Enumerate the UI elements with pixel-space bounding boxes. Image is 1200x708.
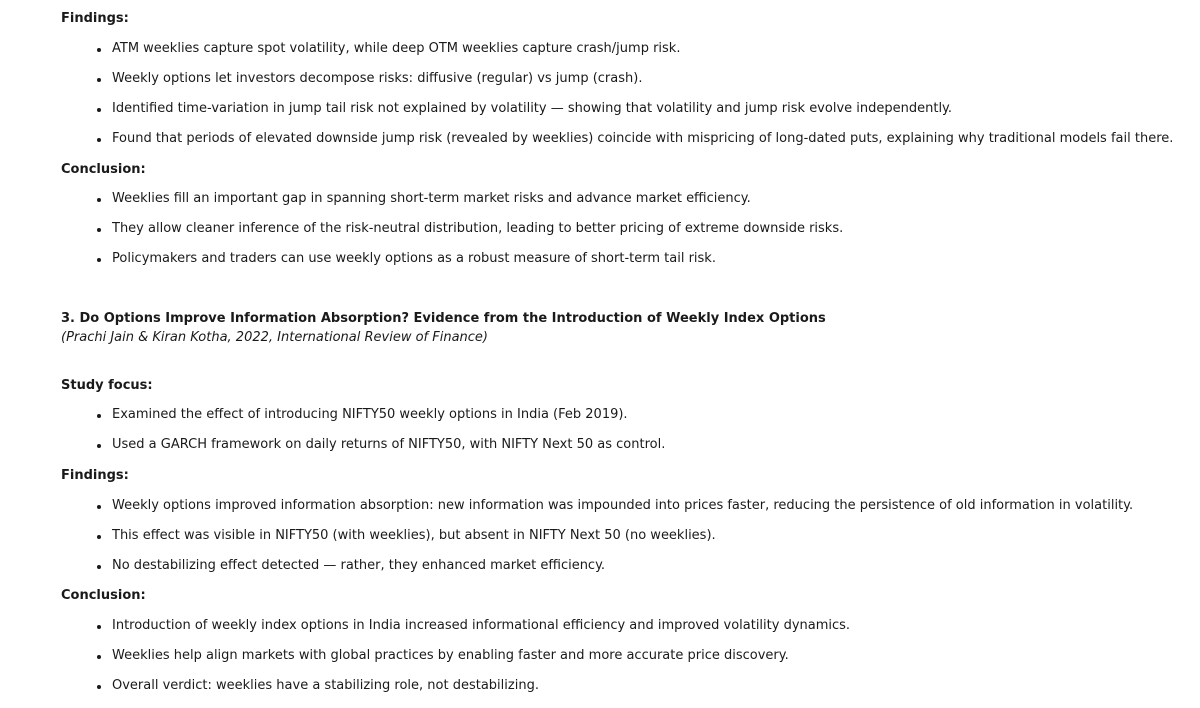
list-item: Identified time-variation in jump tail risk not explained by volatility — showing that volatility and jump risk evolve independently. <box>61 101 952 117</box>
list-item: Found that periods of elevated downside jump risk (revealed by weeklies) coincide with mispricing of long-dated puts, explaining why traditional models fail there. <box>61 131 1186 147</box>
list-item: Examined the effect of introducing NIFTY50 weekly options in India (Feb 2019). <box>61 407 628 423</box>
findings-list <box>61 131 1186 147</box>
list-item: Overall verdict: weeklies have a stabilizing role, not destabilizing. <box>61 678 539 694</box>
findings-list <box>61 41 680 57</box>
section-citation: (Prachi Jain & Kiran Kotha, 2022, International Review of Finance) <box>61 330 489 345</box>
list-item: Weekly options let investors decompose risks: diffusive (regular) vs jump (crash). <box>61 71 642 87</box>
conclusion-heading: Conclusion: <box>61 162 146 177</box>
conclusion-list <box>61 221 843 237</box>
conclusion-list <box>61 251 716 267</box>
conclusion-heading: Conclusion: <box>61 588 146 603</box>
list-item: Used a GARCH framework on daily returns of NIFTY50, with NIFTY Next 50 as control. <box>61 437 665 453</box>
list-item: This effect was visible in NIFTY50 (with weeklies), but absent in NIFTY Next 50 (no weeklies). <box>61 528 716 544</box>
study-focus-list <box>61 437 665 453</box>
findings-heading: Findings: <box>61 11 129 26</box>
list-item: ATM weeklies capture spot volatility, while deep OTM weeklies capture crash/jump risk. <box>61 41 680 57</box>
findings-list <box>61 498 1186 514</box>
findings-heading: Findings: <box>61 468 129 483</box>
list-item: Policymakers and traders can use weekly options as a robust measure of short-term tail risk. <box>61 251 716 267</box>
list-item: Introduction of weekly index options in India increased informational efficiency and improved volatility dynamics. <box>61 618 850 634</box>
conclusion-list <box>61 191 751 207</box>
conclusion-list <box>61 678 539 694</box>
findings-list <box>61 71 642 87</box>
study-focus-heading: Study focus: <box>61 378 153 393</box>
study-focus-list <box>61 407 628 423</box>
findings-list <box>61 101 952 117</box>
conclusion-list <box>61 648 789 664</box>
findings-list <box>61 528 716 544</box>
list-item: No destabilizing effect detected — rather, they enhanced market efficiency. <box>61 558 605 574</box>
list-item: Weeklies fill an important gap in spanning short-term market risks and advance market efficiency. <box>61 191 751 207</box>
findings-list <box>61 558 605 574</box>
list-item: Weeklies help align markets with global practices by enabling faster and more accurate price discovery. <box>61 648 789 664</box>
conclusion-list <box>61 618 850 634</box>
section-title: 3. Do Options Improve Information Absorption? Evidence from the Introduction of Weekly Index Options <box>61 311 826 326</box>
list-item: They allow cleaner inference of the risk-neutral distribution, leading to better pricing of extreme downside risks. <box>61 221 843 237</box>
list-item: Weekly options improved information absorption: new information was impounded into prices faster, reducing the persistence of old information in volatility. <box>61 498 1186 514</box>
